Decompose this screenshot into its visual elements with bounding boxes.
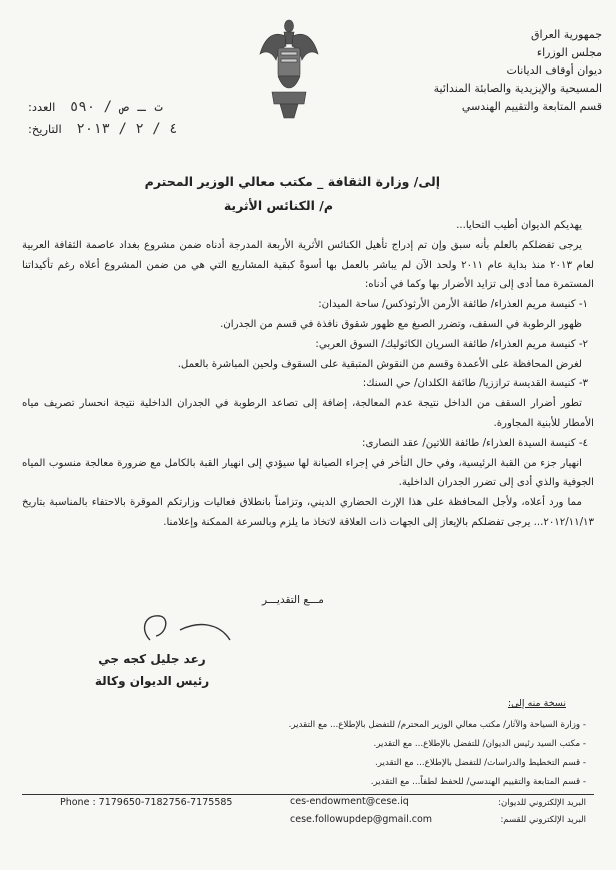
- letterhead: [372, 26, 602, 116]
- signatory-title: رئيس الديوان وكالة: [94, 674, 210, 688]
- item-title: ١- كنيسة مريم العذراء/ طائفة الأرمن الأرثوذكس/ ساحة الميدان:: [318, 299, 588, 311]
- copies-title: نسخة منه إلى:: [507, 698, 566, 709]
- item-title: ٣- كنيسة القديسة تراززيا/ طائفة الكلدان/ حي السنك:: [362, 378, 588, 390]
- letterhead-line: مجلس الوزراء: [536, 46, 602, 59]
- copy-recipient: - قسم التخطيط والدراسات/ للتفضل بالإطلاع... مع التقدير.: [374, 758, 586, 768]
- thanks-text: مـــع التقديـــر: [262, 594, 324, 606]
- email-label-2: البريد الإلكتروني للقسم:: [500, 815, 586, 825]
- letter-body: [22, 216, 594, 533]
- copy-recipient: - قسم المتابعة والتقييم الهندسي/ للحفظ لطفاً... مع التقدير.: [370, 777, 586, 787]
- phone-numbers: Phone : 7179650-7182756-7175585: [60, 797, 233, 808]
- addressee-line: إلى/ وزارة الثقافة _ مكتب معالي الوزير المحترم: [144, 174, 440, 189]
- item-text: ظهور الرطوبة في السقف، وتضرر الصبغ مع ظهور شقوق نافذة في قسم من الجدران.: [220, 318, 582, 330]
- department-email-2[interactable]: cese.followupdep@gmail.com: [290, 814, 433, 825]
- item-text: لغرض المحافظة على الأعمدة وقسم من النقوش المتبقية على السقوف ولحين المباشرة بالعمل.: [177, 358, 582, 370]
- copy-recipient: - مكتب السيد رئيس الديوان/ للتفضل بالإطلاع... مع التقدير.: [373, 739, 586, 749]
- copy-recipient: - وزارة السياحة والآثار/ مكتب معالي الوزير المحترم/ للتفضل بالإطلاع... مع التقدير.: [288, 720, 586, 730]
- greeting: يهديكم الديوان أطيب التحايا...: [456, 220, 582, 231]
- email-label-1: البريد الإلكتروني للديوان:: [498, 798, 586, 808]
- reference-block: [28, 96, 178, 140]
- letterhead-line: ديوان أوقاف الديانات: [506, 64, 602, 77]
- reference-number: ت ـ ص / ٥٩٠: [69, 99, 163, 115]
- copies-list: [226, 716, 586, 792]
- item-title: ٢- كنيسة مريم العذراء/ طائفة السريان الكاثوليك/ السوق العربي:: [315, 338, 588, 350]
- item-text: تطور أضرار السقف من الداخل نتيجة عدم المعالجة، إضافة إلى تصاعد الرطوبة في الجدران الداخلية نتيجة انحسار تصريف مياه الأمطار للأبنية المجاورة.: [22, 398, 594, 429]
- letterhead-line: قسم المتابعة والتقييم الهندسي: [461, 100, 602, 113]
- item-text: انهيار جزء من القبة الرئيسية، وفي حال التأخر في إجراء الصيانة لها سيؤدي إلى انهيار القبة بالكامل مع ضرورة معالجة منسوب المياه الجوفية والذي أدى إلى تضرر الجدران الداخلية.: [22, 457, 594, 489]
- letterhead-line: جمهورية العراق: [530, 28, 602, 41]
- signatory-name: رعد جليل كجه جي: [98, 652, 206, 666]
- signature-block: [72, 648, 232, 692]
- subject-line: م/ الكنائس الأثرية: [223, 198, 333, 213]
- intro-paragraph: يرجى تفضلكم بالعلم بأنه سبق وإن تم إدراج تأهيل الكنائس الأثرية الأربعة المدرجة أدناه ضمن مشروع بغداد عاصمة الثقافة العربية لعام ٢٠١٣ منذ بداية عام ٢٠١١ ولحد الآن لم يباشر بالعمل بها أسوةً كبقية المشاريع التي هي من ضمن المشروع أعلاه رغم تأكيداتنا المستمرة مما أدى إلى تزايد الأضرار بها وكما في أدناه:: [22, 239, 594, 291]
- reference-date-label: التاريخ:: [28, 122, 62, 136]
- reference-number-label: العدد:: [28, 100, 56, 114]
- item-title: ٤- كنيسة السيدة العذراء/ طائفة اللاتين/ عقد النصارى:: [362, 437, 588, 449]
- reference-date: ٤ / ٢ / ٢٠١٣: [76, 121, 178, 137]
- footer-divider: [22, 794, 594, 795]
- iraq-eagle-emblem-icon: [258, 14, 320, 132]
- letterhead-line: المسيحية والإيزيدية والصابئة المندائية: [433, 82, 602, 95]
- closing-paragraph: مما ورد أعلاه، ولأجل المحافظة على هذا الإرث الحضاري الديني، وتزامناً بانطلاق فعاليات وزارتكم الموقرة بالاحتفاء بالمناسبة بتاريخ ٢٠١٢/١١/١٣... يرجى تفضلكم بالإيعاز إلى الجهات ذات العلاقة لاتخاذ ما يلزم وبالسرعة الممكنة وإعلامنا.: [22, 497, 594, 528]
- department-email-1[interactable]: ces-endowment@cese.iq: [290, 796, 409, 807]
